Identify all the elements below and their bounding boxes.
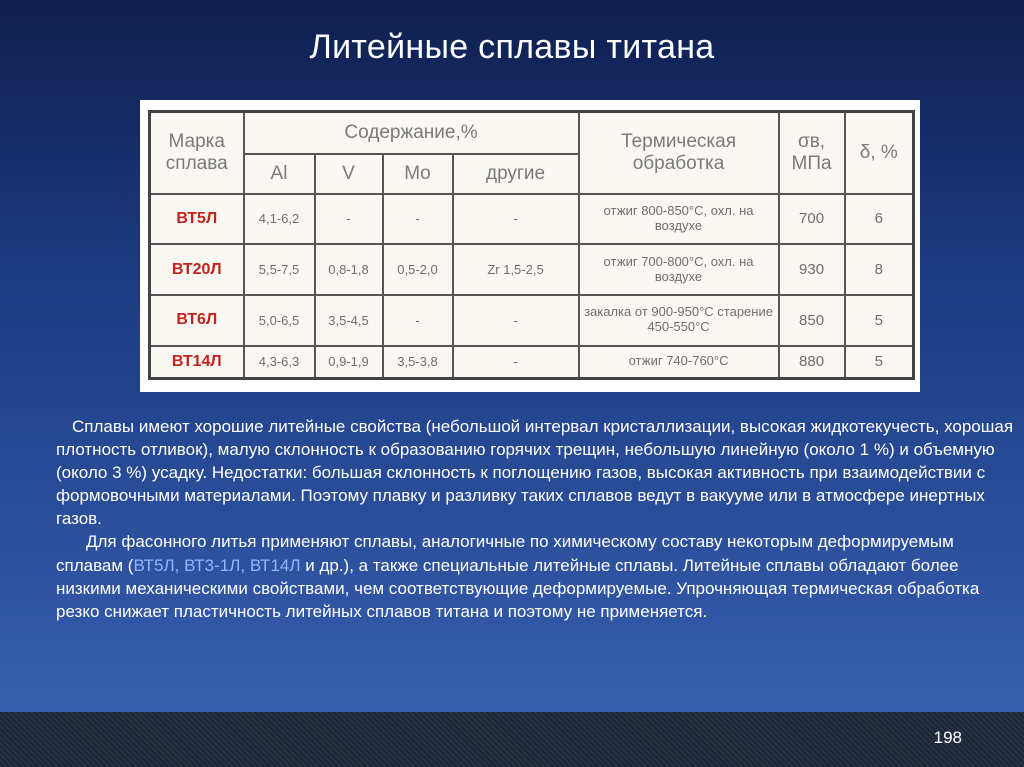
cell-grade: ВТ5Л — [150, 194, 244, 245]
body-text — [56, 415, 1016, 623]
header-other: другие — [453, 154, 579, 194]
cell-sigma: 930 — [779, 244, 845, 295]
table-row — [150, 194, 914, 245]
cell-al: 5,0-6,5 — [244, 295, 315, 346]
cell-grade: ВТ14Л — [150, 346, 244, 379]
header-sigma: σв, МПа — [779, 112, 845, 194]
cell-sigma: 700 — [779, 194, 845, 245]
header-v: V — [315, 154, 383, 194]
cell-mo: - — [383, 295, 453, 346]
cell-mo: 0,5-2,0 — [383, 244, 453, 295]
cell-other: - — [453, 346, 579, 379]
cell-treatment: закалка от 900-950°С старение 450-550°С — [579, 295, 779, 346]
page-number: 198 — [933, 728, 962, 747]
cell-treatment: отжиг 740-760°С — [579, 346, 779, 379]
cell-other: - — [453, 194, 579, 245]
cell-al: 4,3-6,3 — [244, 346, 315, 379]
cell-delta: 5 — [845, 346, 914, 379]
cell-treatment: отжиг 800-850°С, охл. на воздухе — [579, 194, 779, 245]
paragraph-properties: Сплавы имеют хорошие литейные свойства (небольшой интервал кристаллизации, высокая жидкотекучесть, хорошая плотность отливок), малую склонность к образованию горячих трещин, небольшую линейную (около 1 %) и объемную (около 3 %) усадку. Недостатки: большая склонность к поглощению газов, высокая активность при взаимодействии с формовочными материалами. Поэтому плавку и разливку таких сплавов ведут в вакууме или в атмосфере инертных газов. — [56, 417, 1014, 529]
cell-other: - — [453, 295, 579, 346]
header-content: Содержание,% — [244, 112, 579, 154]
cell-delta: 6 — [845, 194, 914, 245]
alloy-table — [148, 110, 915, 380]
cell-other: Zr 1,5-2,5 — [453, 244, 579, 295]
table-row — [150, 346, 914, 379]
cell-delta: 5 — [845, 295, 914, 346]
cell-v: - — [315, 194, 383, 245]
cell-v: 0,8-1,8 — [315, 244, 383, 295]
cell-treatment: отжиг 700-800°С, охл. на воздухе — [579, 244, 779, 295]
header-grade: Марка сплава — [150, 112, 244, 194]
header-mo: Mo — [383, 154, 453, 194]
cell-sigma: 850 — [779, 295, 845, 346]
header-treatment: Термическая обработка — [579, 112, 779, 194]
table-row — [150, 295, 914, 346]
paragraph-casting: Для фасонного литья применяют сплавы, аналогичные по химическому составу некоторым деформируемым сплавам (ВТ5Л, ВТ3-1Л, ВТ14Л и др.), а также специальные литейные сплавы. Литейные сплавы обладают более низкими механическими свойствами, чем соответствующие деформируемые. Упрочняющая термическая обработка резко снижает пластичность литейных сплавов титана и поэтому не применяется. — [56, 532, 980, 621]
header-al: Al — [244, 154, 315, 194]
cell-al: 4,1-6,2 — [244, 194, 315, 245]
footer-band — [0, 712, 1024, 767]
highlighted-alloys: ВТ5Л, ВТ3-1Л, ВТ14Л — [133, 555, 301, 575]
cell-delta: 8 — [845, 244, 914, 295]
cell-sigma: 880 — [779, 346, 845, 379]
alloy-table-image — [140, 100, 920, 392]
page-title: Литейные сплавы титана — [309, 28, 715, 66]
cell-mo: 3,5-3,8 — [383, 346, 453, 379]
cell-v: 3,5-4,5 — [315, 295, 383, 346]
cell-grade: ВТ6Л — [150, 295, 244, 346]
header-delta: δ, % — [845, 112, 914, 194]
cell-mo: - — [383, 194, 453, 245]
cell-grade: ВТ20Л — [150, 244, 244, 295]
table-row — [150, 244, 914, 295]
cell-al: 5,5-7,5 — [244, 244, 315, 295]
cell-v: 0,9-1,9 — [315, 346, 383, 379]
